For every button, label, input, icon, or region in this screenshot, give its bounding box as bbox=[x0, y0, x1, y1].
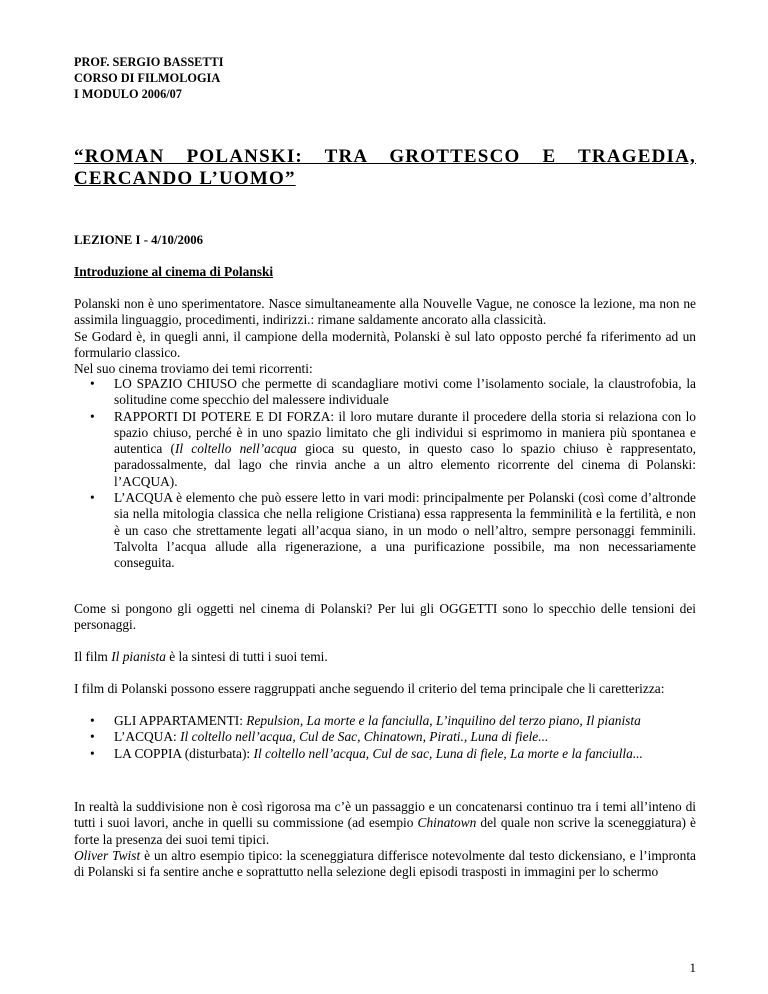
bullet-icon: • bbox=[90, 376, 95, 391]
list-item bbox=[90, 409, 696, 490]
group-films: Il coltello nell’acqua, Cul de Sac, Chinatown, Pirati., Luna di fiele... bbox=[180, 729, 549, 745]
intro-paragraph bbox=[74, 296, 696, 377]
list-item bbox=[90, 746, 696, 762]
intro-text-2: Se Godard è, in quegli anni, il campione della modernità, Polanski è sul lato opposto perché fa riferimento ad un formulario classico. bbox=[74, 328, 696, 360]
theme-text: gioca su questo, in questo caso lo spazio chiuso è rappresentato, paradossalmente, dal lago che rinvia anche a un altro elemento ricorrente del cinema di Polanski: l’ACQUA). bbox=[114, 441, 696, 489]
pianist-text: Il film bbox=[74, 649, 112, 664]
closing-text-1 bbox=[74, 799, 696, 848]
document-title bbox=[74, 146, 696, 190]
film-title: Chinatown bbox=[417, 815, 477, 831]
theme-text: LO SPAZIO CHIUSO che permette di scandagliare motivi come l’isolamento sociale, la claustrofobia, la solitudine come specchio del malessere individuale bbox=[114, 376, 696, 408]
theme-text: L’ACQUA è elemento che può essere letto in vari modi: principalmente per Polanski (così come d’altronde sia nella mitologia classica che nella religione Cristiana) essa rappresenta la femminilità e la fertilità, e non è un caso che strettamente legati all’acqua siano, in un modo o nell’altro, sempre personaggi femminili. Talvolta l’acqua allude alla rigenerazione, a una purificazione possibile, ma non necessariamente conseguita. bbox=[114, 490, 696, 571]
closing-paragraph bbox=[74, 799, 696, 880]
pianist-text: è la sintesi di tutti i suoi temi. bbox=[165, 649, 328, 664]
section-heading: Introduzione al cinema di Polanski bbox=[74, 264, 274, 279]
course-name: CORSO DI FILMOLOGIA bbox=[74, 70, 221, 85]
group-label: L’ACQUA: bbox=[114, 729, 181, 745]
group-films: Repulsion, La morte e la fanciulla, L’inquilino del terzo piano, Il pianista bbox=[246, 713, 641, 728]
closing-text: è un altro esempio tipico: la sceneggiatura differisce notevolmente dal testo dickensiano, e l’impronta di Polanski si fa sentire anche e soprattutto nella selezione degli episodi trasposti in immagini per lo schermo bbox=[74, 847, 696, 880]
bullet-icon: • bbox=[90, 729, 95, 745]
bullet-icon: • bbox=[90, 745, 95, 761]
list-item bbox=[90, 376, 696, 409]
list-item bbox=[90, 729, 696, 745]
closing-text: del quale non scrive la sceneggiatura) è forte la presenza dei suoi temi tipici. bbox=[74, 815, 696, 847]
film-title: Il pianista bbox=[111, 649, 166, 664]
bullet-icon: • bbox=[90, 713, 95, 728]
lesson-heading: LEZIONE I - 4/10/2006 bbox=[74, 233, 204, 247]
group-label: LA COPPIA (disturbata): bbox=[114, 745, 254, 761]
bullet-icon: • bbox=[90, 408, 95, 424]
group-films: Il coltello nell’acqua, Cul de sac, Luna di fiele, La morte e la fanciulla... bbox=[253, 745, 643, 761]
page-number: 1 bbox=[689, 960, 696, 975]
list-item bbox=[90, 490, 696, 571]
closing-text: In realtà la suddivisione non è così rigorosa ma c’è un passaggio e un concatenarsi continuo tra i temi all’inteno di tutti i suoi lavori, anche in quelli su commissione (ad esempio bbox=[74, 799, 696, 831]
course-header bbox=[74, 55, 696, 102]
professor-name: PROF. SERGIO BASSETTI bbox=[74, 55, 224, 69]
list-item bbox=[90, 713, 696, 729]
groups-list bbox=[90, 713, 696, 762]
intro-text-1: Polanski non è uno sperimentatore. Nasce simultaneamente alla Nouvelle Vague, ne conosce la lezione, ma non ne assimila linguaggio, procedimenti, indirizzi.: rimane saldamente ancorato alla classicità. bbox=[74, 296, 696, 328]
objects-paragraph: Come si pongono gli oggetti nel cinema di Polanski? Per lui gli OGGETTI sono lo specchio delle tensioni dei personaggi. bbox=[74, 601, 696, 633]
themes-list bbox=[90, 376, 696, 572]
film-title: Il coltello nell’acqua bbox=[174, 441, 297, 457]
film-title: Oliver Twist bbox=[74, 847, 141, 863]
theme-text: RAPPORTI DI POTERE E DI FORZA: il loro mutare durante il procedere della storia si relaziona con lo spazio chiuso, perché è in uno spazio limitato che gli individui si esprimomo in maniera più spontanea e autentica ( bbox=[114, 408, 696, 457]
pianist-paragraph bbox=[74, 649, 696, 665]
intro-text-3: Nel suo cinema troviamo dei temi ricorrenti: bbox=[74, 361, 313, 377]
title-line-2: CERCANDO L’UOMO” bbox=[74, 168, 296, 189]
group-label: GLI APPARTAMENTI: bbox=[114, 713, 247, 728]
grouping-intro: I film di Polanski possono essere raggruppati anche seguendo il criterio del tema principale che li caretterizza: bbox=[74, 681, 665, 696]
closing-text-2 bbox=[74, 848, 696, 881]
bullet-icon: • bbox=[90, 490, 95, 506]
module-year: I MODULO 2006/07 bbox=[74, 86, 182, 101]
title-line-1: “ROMAN POLANSKI: TRA GROTTESCO E TRAGEDIA, bbox=[74, 146, 696, 167]
